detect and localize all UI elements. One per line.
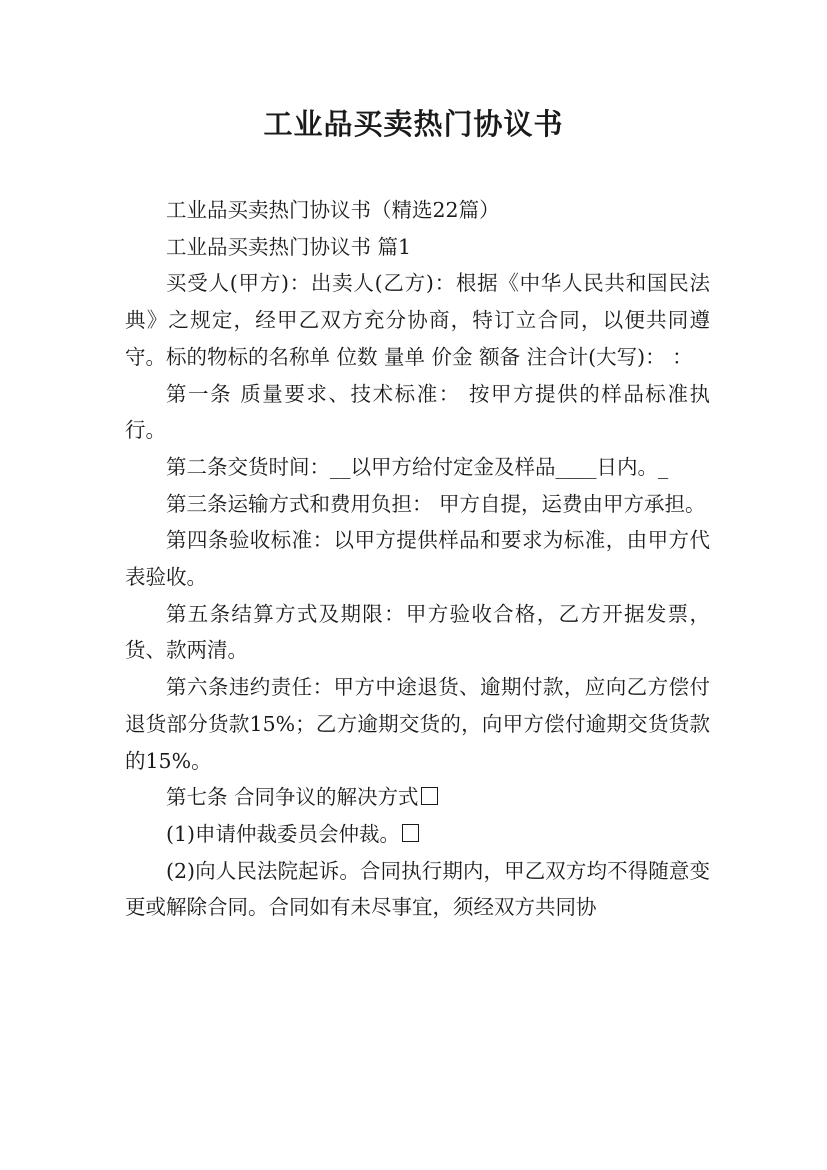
document-title: 工业品买卖热门协议书: [263, 107, 564, 141]
paragraph-clause-3: 第三条运输方式和费用负担： 甲方自提，运费由甲方承担。: [166, 491, 706, 516]
paragraph-clause-4: 第四条验收标准：以甲方提供样品和要求为标准，由甲方代表验收。: [125, 528, 710, 590]
document-body: [125, 192, 710, 926]
checkbox-square-icon: [421, 787, 438, 805]
paragraph-option-2: (2)向人民法院起诉。合同执行期内，甲乙双方均不得随意变更或解除合同。合同如有未尽事宜，须经双方共同协: [125, 858, 710, 920]
paragraph-clause-5: 第五条结算方式及期限：甲方验收合格，乙方开据发票，货、款两清。: [125, 601, 710, 663]
paragraph-clause-7: [125, 779, 710, 816]
clause-7-text: 第七条 合同争议的解决方式: [166, 785, 419, 810]
paragraph-parties: 买受人(甲方)：出卖人(乙方)：根据《中华人民共和国民法典》之规定，经甲乙双方充分协商，特订立合同，以便共同遵守。标的物标的名称单 位数 量单 价金 额备 注合计(大写)： ：: [125, 271, 710, 369]
paragraph-option-1: [125, 816, 710, 853]
paragraph-clause-6: 第六条违约责任：甲方中途退货、逾期付款，应向乙方偿付退货部分货款15%；乙方逾期交货的，向甲方偿付逾期交货货款的15%。: [125, 675, 710, 773]
checkbox-square-icon: [402, 824, 419, 842]
paragraph-article-heading: 工业品买卖热门协议书 篇1: [166, 234, 412, 259]
paragraph-clause-1: 第一条 质量要求、技术标准： 按甲方提供的样品标准执行。: [125, 381, 710, 443]
paragraph-clause-2: 第二条交货时间：__以甲方给付定金及样品____日内。_: [166, 454, 669, 479]
paragraph-subtitle: 工业品买卖热门协议书（精选22篇）: [166, 198, 500, 222]
option-1-text: (1)申请仲裁委员会仲裁。: [166, 821, 401, 846]
